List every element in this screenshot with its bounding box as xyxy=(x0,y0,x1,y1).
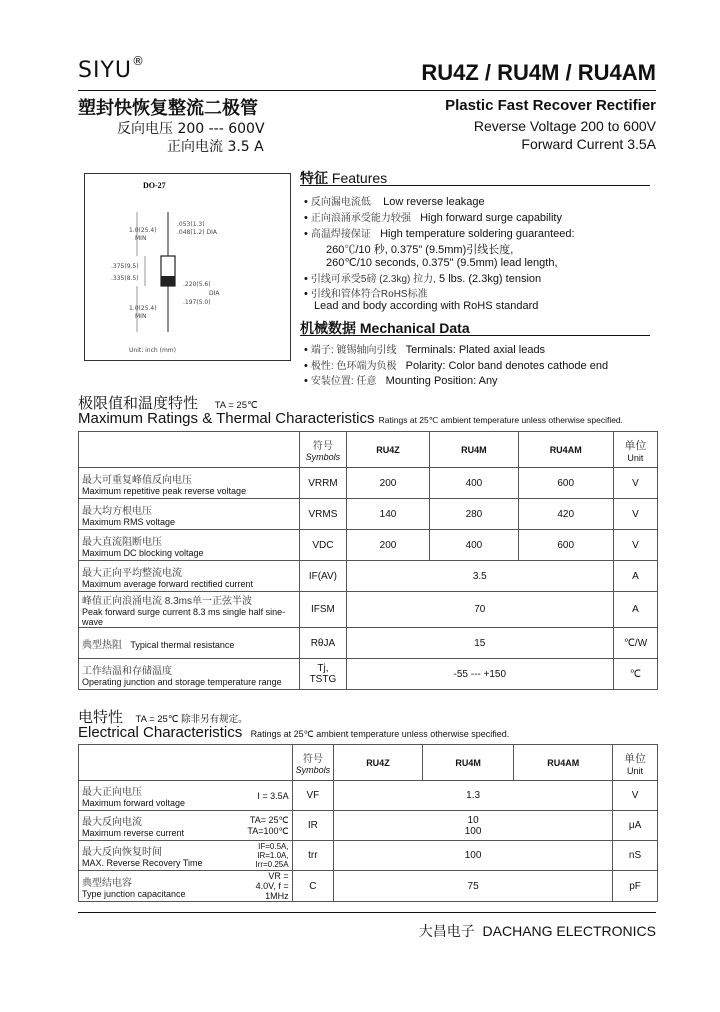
value: 200 xyxy=(346,530,430,561)
electrical-table xyxy=(78,744,658,902)
param-cell xyxy=(79,561,300,592)
mech-item: • 端子: 镀锡轴向引线 Terminals: Plated axial leads xyxy=(304,344,546,356)
electrical-title-en: Electrical Characteristics xyxy=(78,724,243,741)
feature-item: • 高温焊接保证 High temperature soldering guaranteed: xyxy=(304,228,575,240)
header-symbols-cn: 符号 xyxy=(302,754,323,765)
param-cn: 典型热阻 xyxy=(82,639,122,651)
param-en: Maximum RMS voltage xyxy=(82,516,176,527)
dim-lead-dia2: .048(1.2) DIA xyxy=(177,229,217,236)
param-cell xyxy=(79,499,300,530)
symbol: VF xyxy=(292,781,334,811)
param-cn: 峰值正向浪涌电流 8.3ms单一正弦半波 xyxy=(82,596,253,607)
mech-en: Terminals: Plated axial leads xyxy=(405,344,546,356)
col-ru4z: RU4Z xyxy=(334,745,423,781)
unit: ℃ xyxy=(613,659,657,690)
header-rule xyxy=(78,90,656,91)
unit: A xyxy=(613,592,657,628)
ratings-header-row xyxy=(79,432,658,468)
header-symbols-en: Symbols xyxy=(305,452,341,462)
table-row xyxy=(79,499,658,530)
cn-title: 塑封快恢复整流二极管 xyxy=(78,98,258,119)
dim-lead-bot: 1.0(25.4) xyxy=(129,305,157,312)
param-cell xyxy=(79,592,300,628)
param-cell xyxy=(79,841,245,871)
electrical-ta: TA = 25℃ 除非另有规定。 xyxy=(135,714,248,725)
value: 600 xyxy=(518,468,613,499)
value: 600 xyxy=(518,530,613,561)
value: 100 xyxy=(334,841,613,871)
unit: V xyxy=(613,468,657,499)
value: 400 xyxy=(430,468,518,499)
header-symbols-en: Symbols xyxy=(295,765,331,775)
value: 75 xyxy=(334,871,613,902)
unit: A xyxy=(613,561,657,592)
solder-spec-en: 260℃/10 seconds, 0.375" (9.5mm) lead length, xyxy=(326,257,558,269)
electrical-header-row xyxy=(79,745,658,781)
en-current: Forward Current 3.5A xyxy=(521,136,656,152)
unit: V xyxy=(613,499,657,530)
header-unit xyxy=(613,432,657,468)
param-en: Maximum DC blocking voltage xyxy=(82,547,204,558)
header-unit xyxy=(613,745,658,781)
feature-en: High temperature soldering guaranteed: xyxy=(380,228,575,240)
brand-logo xyxy=(78,54,145,83)
condition: VR = 4.0V, f = 1MHz xyxy=(244,871,292,902)
ratings-title-en-row xyxy=(78,410,623,427)
cn-current: 正向电流 3.5 A xyxy=(167,139,264,155)
param-cell xyxy=(79,628,300,659)
col-ru4am: RU4AM xyxy=(514,745,613,781)
feature-cn: 高温焊接保证 xyxy=(310,229,371,240)
header-unit-en: Unit xyxy=(627,765,644,776)
header-unit-en: Unit xyxy=(627,452,644,463)
feature-item: • 反向漏电流低 Low reverse leakage xyxy=(304,196,485,208)
mechanical-title-cn: 机械数据 xyxy=(300,320,356,336)
en-title: Plastic Fast Recover Rectifier xyxy=(445,97,656,114)
symbol: RθJA xyxy=(300,628,347,659)
electrical-title-cn: 电特性 xyxy=(78,709,124,726)
dim-dia-label: DIA xyxy=(209,290,220,297)
table-row xyxy=(79,530,658,561)
value xyxy=(334,811,613,841)
value-line: 100 xyxy=(464,825,482,837)
value: 1.3 xyxy=(334,781,613,811)
feature-cn: 引线可承受5磅 (2.3kg) 拉力, xyxy=(310,274,436,285)
param-en: Maximum forward voltage xyxy=(82,798,186,808)
condition-line: TA= 25℃ xyxy=(249,814,289,825)
dim-lead-dia: .053(1.3) xyxy=(177,221,205,228)
ratings-title-cn: 极限值和温度特性 xyxy=(78,395,199,412)
mechanical-rule xyxy=(300,335,650,336)
mech-item: • 极性: 色环端为负极 Polarity: Color band denotes cathode end xyxy=(304,360,609,372)
col-ru4m: RU4M xyxy=(422,745,514,781)
ratings-ta: TA = 25℃ xyxy=(214,400,258,411)
dim-dia-b: .197(5.0) xyxy=(183,299,211,306)
table-row xyxy=(79,811,658,841)
header-symbols xyxy=(292,745,334,781)
unit: pF xyxy=(613,871,658,902)
value: 200 xyxy=(346,468,430,499)
ratings-note: Ratings at 25℃ ambient temperature unless otherwise specified. xyxy=(378,415,624,425)
symbol: IFSM xyxy=(300,592,347,628)
symbol: IF(AV) xyxy=(300,561,347,592)
param-cn: 最大直流阻断电压 xyxy=(82,536,162,548)
header-unit-cn: 单位 xyxy=(624,752,647,765)
feature-item: • 引线可承受5磅 (2.3kg) 拉力, 5 lbs. (2.3kg) tension xyxy=(304,273,542,285)
mech-item: • 安装位置: 任意 Mounting Position: Any xyxy=(304,375,498,387)
value: -55 --- +150 xyxy=(346,659,613,690)
electrical-note: Ratings at 25℃ ambient temperature unless otherwise specified. xyxy=(250,729,510,739)
condition: I = 3.5A xyxy=(244,781,292,811)
footer-company xyxy=(419,921,656,941)
footer-company-en: DACHANG ELECTRONICS xyxy=(482,923,656,939)
header-symbols xyxy=(300,432,347,468)
mech-cn: 安装位置: 任意 xyxy=(310,376,377,387)
units-label: Unit: inch (mm) xyxy=(129,347,176,354)
col-ru4z: RU4Z xyxy=(346,432,430,468)
unit: ℃/W xyxy=(613,628,657,659)
unit: nS xyxy=(613,841,658,871)
cn-voltage: 反向电压 200 --- 600V xyxy=(117,121,265,137)
dim-dia-a: .220(5.6) xyxy=(183,281,211,288)
symbol: VDC xyxy=(300,530,347,561)
value: 3.5 xyxy=(346,561,613,592)
param-cell xyxy=(79,811,245,841)
param-en: Peak forward surge current 8.3 ms single half sine-wave xyxy=(82,607,286,627)
value: 140 xyxy=(346,499,430,530)
table-row xyxy=(79,592,658,628)
brand-name: SIYU xyxy=(78,58,132,83)
param-cn: 最大可重复峰值反向电压 xyxy=(82,474,192,486)
feature-cn: 引线和管体符合RoHS标准 xyxy=(310,289,428,300)
en-voltage: Reverse Voltage 200 to 600V xyxy=(473,118,656,134)
footer-company-cn: 大昌电子 xyxy=(418,923,475,939)
table-row xyxy=(79,781,658,811)
ratings-title-en: Maximum Ratings & Thermal Characteristics xyxy=(78,410,375,427)
table-row xyxy=(79,841,658,871)
unit: μA xyxy=(613,811,658,841)
header-unit-cn: 单位 xyxy=(624,439,647,452)
param-en: Typical thermal resistance xyxy=(130,639,235,650)
param-cn: 最大正向平均整流电流 xyxy=(82,567,182,579)
param-en: MAX. Reverse Recovery Time xyxy=(82,858,203,868)
footer-rule xyxy=(78,912,656,913)
feature-en: Low reverse leakage xyxy=(383,196,485,208)
mechanical-title-en: Mechanical Data xyxy=(359,320,470,336)
param-cn: 典型结电容 xyxy=(82,877,132,889)
param-en: Maximum reverse current xyxy=(82,828,185,838)
table-row xyxy=(79,871,658,902)
param-cell xyxy=(79,530,300,561)
param-cell xyxy=(79,659,300,690)
param-cn: 最大反向恢复时间 xyxy=(82,847,162,858)
header-symbols-cn: 符号 xyxy=(312,441,333,452)
symbol: IR xyxy=(292,811,334,841)
param-cn: 最大反向电流 xyxy=(82,817,142,828)
dim-body-b: .335(8.5) xyxy=(111,275,139,282)
table-row xyxy=(79,628,658,659)
features-rule xyxy=(300,185,650,186)
features-title-en: Features xyxy=(331,170,388,186)
param-en: Maximum repetitive peak reverse voltage xyxy=(82,485,247,496)
mech-cn: 端子: 镀锡轴向引线 xyxy=(310,345,397,356)
feature-en: 5 lbs. (2.3kg) tension xyxy=(439,273,542,285)
feature-cn: 反向漏电流低 xyxy=(310,197,371,208)
dim-body-a: .375(9.5) xyxy=(111,263,139,270)
package-drawing xyxy=(84,173,291,361)
symbol: C xyxy=(292,871,334,902)
param-cn: 最大正向电压 xyxy=(82,787,142,798)
table-row xyxy=(79,561,658,592)
rohs-en: Lead and body according with RoHS standard xyxy=(314,300,539,312)
condition-line: TA=100℃ xyxy=(247,825,289,836)
symbol: trr xyxy=(292,841,334,871)
value: 280 xyxy=(430,499,518,530)
feature-item: • 引线和管体符合RoHS标准 xyxy=(304,288,428,300)
value: 420 xyxy=(518,499,613,530)
table-row xyxy=(79,468,658,499)
table-row xyxy=(79,659,658,690)
col-ru4am: RU4AM xyxy=(518,432,613,468)
dim-lead-top-min: MIN xyxy=(135,235,147,242)
feature-cn: 正向浪涌承受能力较强 xyxy=(310,213,411,224)
col-ru4m: RU4M xyxy=(430,432,518,468)
part-numbers: RU4Z / RU4M / RU4AM xyxy=(421,60,656,85)
package-name: DO-27 xyxy=(143,181,166,190)
feature-en: High forward surge capability xyxy=(420,212,562,224)
param-cn: 最大均方根电压 xyxy=(82,505,152,517)
header-blank xyxy=(79,745,293,781)
param-cell xyxy=(79,781,245,811)
symbol: Tj, TSTG xyxy=(300,659,347,690)
feature-item: • 正向浪涌承受能力较强 High forward surge capability xyxy=(304,212,562,224)
features-title-cn: 特征 xyxy=(300,170,328,186)
mech-cn: 极性: 色环端为负极 xyxy=(310,361,397,372)
param-cn: 工作结温和存储温度 xyxy=(82,665,172,677)
mech-en: Mounting Position: Any xyxy=(385,375,498,387)
unit: V xyxy=(613,781,658,811)
symbol: VRMS xyxy=(300,499,347,530)
unit: V xyxy=(613,530,657,561)
diode-outline xyxy=(85,174,290,360)
value: 400 xyxy=(430,530,518,561)
dim-lead-top: 1.0(25.4) xyxy=(129,227,157,234)
mech-en: Polarity: Color band denotes cathode end xyxy=(405,360,609,372)
symbol: VRRM xyxy=(300,468,347,499)
param-en: Maximum average forward rectified current xyxy=(82,578,254,589)
header-blank xyxy=(79,432,300,468)
value-line: 10 xyxy=(467,814,479,826)
dim-lead-bot-min: MIN xyxy=(135,313,147,320)
param-en: Type junction capacitance xyxy=(82,888,186,899)
solder-spec-cn: 260℃/10 秒, 0.375" (9.5mm)引线长度, xyxy=(326,244,514,256)
condition: IF=0.5A, IR=1.0A, Irr=0.25A xyxy=(244,841,292,871)
value: 70 xyxy=(346,592,613,628)
param-cell xyxy=(79,468,300,499)
registered-mark: ® xyxy=(132,54,145,68)
param-en: Operating junction and storage temperature range xyxy=(82,676,282,687)
value: 15 xyxy=(346,628,613,659)
condition xyxy=(244,811,292,841)
ratings-table xyxy=(78,431,658,690)
electrical-title-en-row xyxy=(78,724,509,741)
param-cell xyxy=(79,871,245,902)
